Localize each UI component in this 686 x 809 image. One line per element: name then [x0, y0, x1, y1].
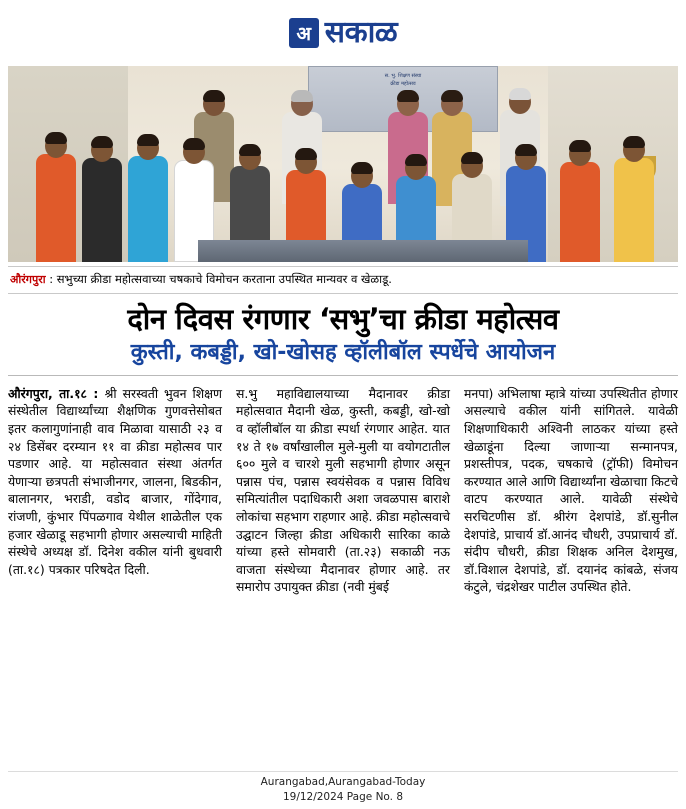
person-student: [614, 138, 654, 262]
headline: दोन दिवस रंगणार ‘सभु’चा क्रीडा महोत्सव: [127, 302, 559, 336]
headline-rule: [8, 375, 678, 376]
stage-table: [198, 240, 528, 262]
article-column-1: [8, 385, 222, 596]
subheadline: कुस्ती, कबड्डी, खो-खोसह व्हॉलीबॉल स्पर्धेचे आयोजन: [130, 340, 556, 366]
publication-logo: [289, 15, 398, 50]
page-footer: [8, 771, 678, 805]
article-column-2: स.भु महाविद्यालयाच्या मैदानावर क्रीडा महोत्सवात मैदानी खेळ, कुस्ती, कबड्डी, खो-खो व व्हॉलीबॉल या क्रीडा स्पर्धा रंगणार आहेत. यात १४ ते १७ वर्षांखालील मुले-मुली या वयोगटातील ६०० मुले व चारशे मुली सहभागी होणार असून पन्नास पंच, पन्नास स्वयंसेवक व पन्नास विविध समित्यांतील पदाधिकारी अशा जवळपास बाराशे लोकांचा सहभाग राहणार आहे. क्रीडा महोत्सवाचे उद्घाटन जिल्हा क्रीडा अधिकारी सारिका काळे यांच्या हस्ते सोमवारी (ता.२३) सकाळी नऊ वाजता संस्थेच्या मैदानावर होणार आहे. तर समारोप उपायुक्त क्रीडा (नवी मुंबई: [236, 385, 450, 595]
stage-banner: स. भु. शिक्षण संस्था क्रीडा महोत्सव: [308, 66, 498, 132]
caption-separator: :: [49, 272, 54, 286]
article-photo: [8, 66, 678, 262]
article-column-3: मनपा) अभिलाषा म्हात्रे यांच्या उपस्थितीत होणार असल्याचे वकील यांनी सांगितले. यावेळी शिक्षणाधिकारी अश्विनी लाठकर यांच्या हस्ते खेळाडूंना दिल्या जाणाऱ्या सन्मानपत्र, प्रशस्तीपत्र, पदक, चषकाचे (ट्रॉफी) विमोचन करण्यात आले आणि विद्यार्थ्यांना खेळाचाा किटचे वाटप करण्यात आले. यावेळी संस्थेचे सरचिटणीस डॉ. श्रीरंग देशपांडे, डॉ.सुनील देशपांडे, प्राचार्य डॉ.आनंद चौधरी, उपप्राचार्य डॉ. संदीप चौधरी, क्रीडा शिक्षक अनिल देशमुख, डॉ.विशाल देशपांडे, डॉ. दयानंद कांबळे, संजय कंटुले, चंद्रशेखर पाटील उपस्थित होते.: [464, 385, 678, 595]
article-dateline: औरंगपुरा, ता.१८ :: [8, 385, 105, 401]
person-student: [36, 134, 76, 262]
footer-source: Aurangabad,Aurangabad-Today: [260, 775, 426, 788]
caption-place: औरंगपुरा: [10, 273, 46, 286]
article-column-1-text: श्री सरस्वती भुवन शिक्षण संस्थेतील विद्यार्थ्यांच्या शैक्षणिक गुणवत्तेसोबत इतर कलागुणांनाही वाव मिळावा यासाठी २३ व २४ डिसेंबर दरम्यान ११ वा क्रीडा महोत्सव पार पडणार आहे. या महोत्सवात संस्था अंतर्गत येणाऱ्या छत्रपती संभाजीनगर, जालना, बिडकीन, बालानगर, भराडी, वडोद बाजार, गोंदेगाव, रांजणी, कुंभार पिंपळगाव येथील शाळेतील एक हजार खेळाडू सहभागी होणार असल्याची माहिती संस्थेचे अध्यक्ष डॉ. दिनेश वकील यांनी बुधवारी (ता.१८) पत्रकार परिषदेत दिली.: [8, 385, 222, 577]
sakal-logo-icon: अ: [289, 18, 319, 48]
publication-name: सकाळ: [324, 15, 398, 50]
person-student: [82, 138, 122, 262]
caption-text: सभुच्या क्रीडा महोत्सवाच्या चषकाचे विमोचन करताना उपस्थित मान्यवर व खेळाडू.: [56, 272, 392, 286]
person-student: [560, 142, 600, 262]
masthead: [8, 0, 678, 66]
person-student: [128, 136, 168, 262]
photo-caption: [8, 266, 678, 294]
article-body: [8, 385, 678, 596]
footer-date-page: 19/12/2024 Page No. 8: [282, 790, 404, 803]
